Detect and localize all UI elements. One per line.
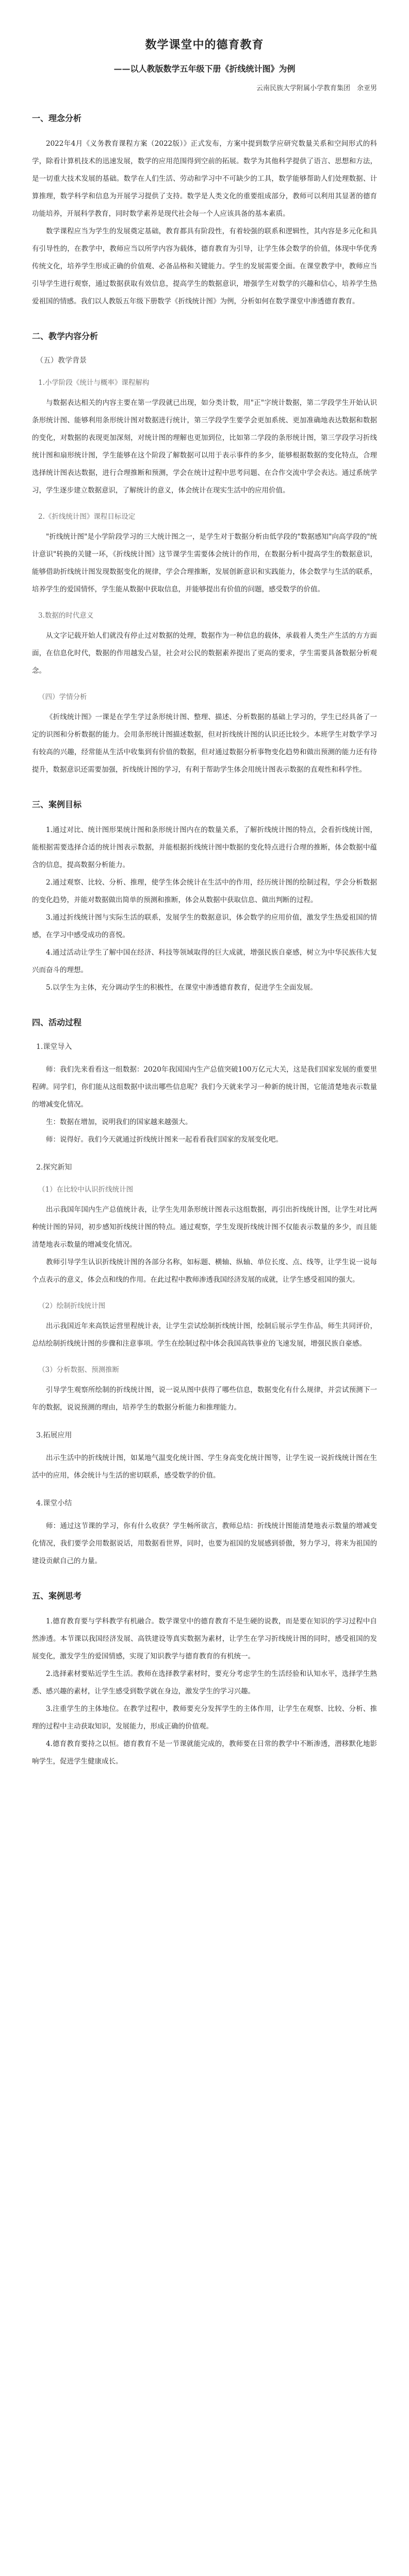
paragraph: 2022年4月《义务教育课程方案（2022版）》正式发布，方案中提到数学应研究数量关系和空间形式的科学，除看计算机技术的迅速发展，数学的应用范围得到空前的拓展。数学为其他科学提供了语言、思想和方法，是一切重大技术发展的基础。数学在人们生活、劳动和学习中不可缺少的工具，数学能够帮助人们处理数据、计算推理，数学科学和信息为开展学习提供了支持。数学是人类文化的重要组成部分，教师可以利用其显著的德育功能培养，开展科学教育，同时数学素养是现代社会每一个人应该具备的基本素质。 bbox=[32, 140, 377, 218]
paragraph: 1.德育教育要与学科教学有机融合。数学课堂中的德育教育不是生硬的说教，而是要在知识的学习过程中自然渗透。本节课以我国经济发展、高铁建设等真实数据为素材，让学生在学习折线统计图的同时，感受祖国的发展变化，激发学生的爱国情感，实现了知识教学与德育教育的有机统一。 bbox=[32, 1617, 377, 1660]
section-heading: 四、活动过程 bbox=[32, 1018, 82, 1027]
section-heading: 三、案例目标 bbox=[32, 800, 82, 809]
paragraph: 师：通过这节课的学习，你有什么收获？学生畅所欲言，教师总结：折线统计图能清楚地表示数量的增减变化情况，我们要学会用数据说话，用数据看世界，同时，也要为祖国的发展感到骄傲，努力学习，将来为祖国的建设贡献自己的力量。 bbox=[32, 1522, 377, 1565]
paragraph: 与数据表达相关的内容主要在第一学段就已出现，如分类计数，用"正"字统计数据，第二学段学生开始认识条形统计图、能够利用条形统计图对数据进行统计，第三学段学生要学会更加系统、更加准确地表达数据和数据的变化，对数据的表现更加深刻，对统计图的理解也更加到位，比如第二学段的条形统计图，第三学段学习折线统计图和扇形统计图，学生能够在这个阶段了解数据可以用于表示事件的多少，能够根据数据的变化特点，合理选择统计图表达数据，进行合理推断和预测，学会在统计过程中思考问题、在合作交流中学会表达。通过系统学习，学生逐步建立数据意识，了解统计的意义，体会统计在现实生活中的应用价值。 bbox=[32, 399, 377, 495]
section-heading: 二、教学内容分析 bbox=[32, 331, 99, 341]
paragraph: 从文字记载开始人们就没有停止过对数据的处理，数据作为一种信息的载体，承载着人类生产生活的方方面面，在信息化时代，数据的作用越发凸显，社会对公民的数据素养提出了更高的要求，学生需要具备数据分析观念。 bbox=[32, 632, 377, 675]
paragraph: 4.德育教育要持之以恒。德育教育不是一节课就能完成的，教师要在日常的教学中不断渗透，潜移默化地影响学生，促进学生健康成长。 bbox=[32, 1740, 377, 1766]
section-heading: 一、理念分析 bbox=[32, 113, 82, 123]
item-heading: （3）分析数据、预测推断 bbox=[38, 1366, 120, 1374]
section-heading: 五、案例思考 bbox=[32, 1591, 82, 1601]
item-heading: （1）在比较中认识折线统计图 bbox=[38, 1185, 134, 1194]
subsection-heading: （五）教学背景 bbox=[36, 357, 87, 365]
subsection-heading: 1.课堂导入 bbox=[36, 1043, 72, 1051]
paragraph: 引导学生观察所绘制的折线统计图，说一说从图中获得了哪些信息，数据变化有什么规律，并尝试预测下一年的数据，说说预测的理由，培养学生的数据分析能力和推理能力。 bbox=[32, 1386, 377, 1412]
paragraph: 出示生活中的折线统计图，如某地气温变化统计图、学生身高变化统计图等，让学生说一说折线统计图在生活中的应用，体会统计与生活的密切联系，感受数学的价值。 bbox=[32, 1454, 377, 1480]
section bbox=[32, 112, 377, 310]
paragraph: 3.通过折线统计图与实际生活的联系，发展学生的数据意识，体会数学的应用价值，激发学生热爱祖国的情感，在学习中感受成功的喜悦。 bbox=[32, 913, 377, 939]
paragraph: 3.注重学生的主体地位。在教学过程中，教师要充分发挥学生的主体作用，让学生在观察、比较、分析、推理的过程中主动获取知识，发展能力，形成正确的价值观。 bbox=[32, 1705, 377, 1731]
subsection-heading: 3.拓展应用 bbox=[36, 1431, 72, 1439]
paragraph: 师：说得好。我们今天就通过折线统计图来一起看看我们国家的发展变化吧。 bbox=[46, 1136, 283, 1144]
author-line: 云南民族大学附属小学教育集团 余亚男 bbox=[256, 84, 377, 92]
paragraph: 《折线统计图》一课是在学生学过条形统计图、整理、描述、分析数据的基础上学习的，学生已经具备了一定的识图和分析数据的能力。会用条形统计图描述数据，但对折线统计图的认识还比较少。本班学生对数学学习有较高的兴趣，经常能从生活中收集到有价值的数据，但对通过数据分析事物变化趋势和做出预测的能力还有待提升，数据意识还需要加强，折线统计图的学习，有利于帮助学生体会用统计图表示数据的直观性和科学性。 bbox=[32, 713, 377, 774]
subsection-heading: 2.探究新知 bbox=[36, 1163, 72, 1172]
paragraph: 2.通过观察、比较、分析、推理，使学生体会统计在生活中的作用，经历统计图的绘制过程，学会分析数据的变化趋势，并能对数据做出简单的预测和推断，体会从数据中获取信息、做出判断的过程。 bbox=[32, 878, 377, 904]
paragraph: 5.以学生为主体，充分调动学生的积极性，在课堂中渗透德育教育，促进学生全面发展。 bbox=[46, 984, 317, 992]
item-heading: 2.《折线统计图》课程目标设定 bbox=[38, 513, 136, 521]
paragraph: 生：数据在增加，说明我们的国家越来越强大。 bbox=[46, 1118, 192, 1126]
article-body bbox=[32, 112, 377, 1770]
paragraph: 出示我国近年来高铁运营里程统计表，让学生尝试绘制折线统计图，绘制后展示学生作品，师生共同评价，总结绘制折线统计图的步骤和注意事项。学生在绘制过程中体会我国高铁事业的飞速发展，增强民族自豪感。 bbox=[32, 1322, 377, 1348]
section bbox=[32, 1589, 377, 1770]
section bbox=[32, 1016, 377, 1570]
item-heading: （四）学情分析 bbox=[38, 693, 87, 701]
paragraph: 教师引导学生认识折线统计图的各部分名称，如标题、横轴、纵轴、单位长度、点、线等，让学生说一说每个点表示的意义，体会点和线的作用。在此过程中教师渗透我国经济发展的成就，让学生感受祖国的强大。 bbox=[32, 1258, 377, 1284]
paragraph: 2.选择素材要贴近学生生活。教师在选择教学素材时，要充分考虑学生的生活经验和认知水平，选择学生熟悉、感兴趣的素材，让学生感受到数学就在身边，激发学生的学习兴趣。 bbox=[32, 1670, 377, 1696]
section bbox=[32, 330, 377, 778]
item-heading: 3.数据的时代意义 bbox=[38, 612, 94, 620]
paragraph: 师：我们先来看看这一组数据：2020年我国国内生产总值突破100万亿元大关，这是我们国家发展的重要里程碑。同学们，你们能从这组数据中读出哪些信息呢？我们今天就来学习一种新的统计图，它能清楚地表示数量的增减变化情况。 bbox=[32, 1065, 377, 1109]
paragraph: "折线统计图"是小学阶段学习的三大统计图之一，是学生对于数据分析由低学段的"数据感知"向高学段的"统计意识"转换的关键一环，《折线统计图》这节课学生需要体会统计的作用，在数据分析中提高学生的数据意识，能够借助折线统计图发现数据变化的规律，学会合理推断，发展创新意识和实践能力，体会数学与生活的联系，培养学生的爱国情怀，学生能从数据中获取信息，并能够提出有价值的问题，感受数学的价值。 bbox=[32, 533, 377, 594]
paragraph: 数学课程应当为学生的发展奠定基础，教育都具有阶段性，有着较强的联系和逻辑性，其内容是多元化和具有引导性的，在教学中，教师应当以所学内容为载体，德育教育为引导，让学生体会数学的价值，体现中华优秀传统文化，培养学生形成正确的价值观、必备品格和关键能力。学生的发展需要全面。在课堂教学中，教师应当引导学生进行观察，通过数据获取有效信息，提高学生的数据意识，增强学生对数学的兴趣和信心，培养学生热爱祖国的情感。我们以人教版五年级下册数学《折线统计图》为例，分析如何在数学课堂中渗透德育教育。 bbox=[32, 227, 377, 306]
item-heading: 1.小学阶段《统计与概率》课程解构 bbox=[38, 379, 150, 387]
article-subtitle: ——以人教版数学五年级下册《折线统计图》为例 bbox=[113, 64, 296, 74]
paragraph: 4.通过活动让学生了解中国在经济、科技等领域取得的巨大成就，增强民族自豪感，树立为中华民族伟大复兴而奋斗的理想。 bbox=[32, 948, 377, 974]
subsection-heading: 4.课堂小结 bbox=[36, 1499, 72, 1507]
paragraph: 1.通过对比、统计图形果统计图和条形统计图内在的数量关系，了解折线统计图的特点，会看折线统计图，能根据需要选择合适的统计图表示数据，并能根据折线统计图中数据的变化特点进行合理的推断，体会数据中蕴含的信息，提高数据分析能力。 bbox=[32, 826, 377, 869]
article-title: 数学课堂中的德育教育 bbox=[145, 38, 264, 52]
section bbox=[32, 798, 377, 996]
item-heading: （2）绘制折线统计图 bbox=[38, 1302, 106, 1310]
paragraph: 出示我国年国内生产总值统计表，让学生先用条形统计图表示这组数据，再引出折线统计图，让学生对比两种统计图的异同，初步感知折线统计图的特点。通过观察，学生发现折线统计图不仅能表示数量的多少，而且能清楚地表示数量的增减变化情况。 bbox=[32, 1206, 377, 1249]
